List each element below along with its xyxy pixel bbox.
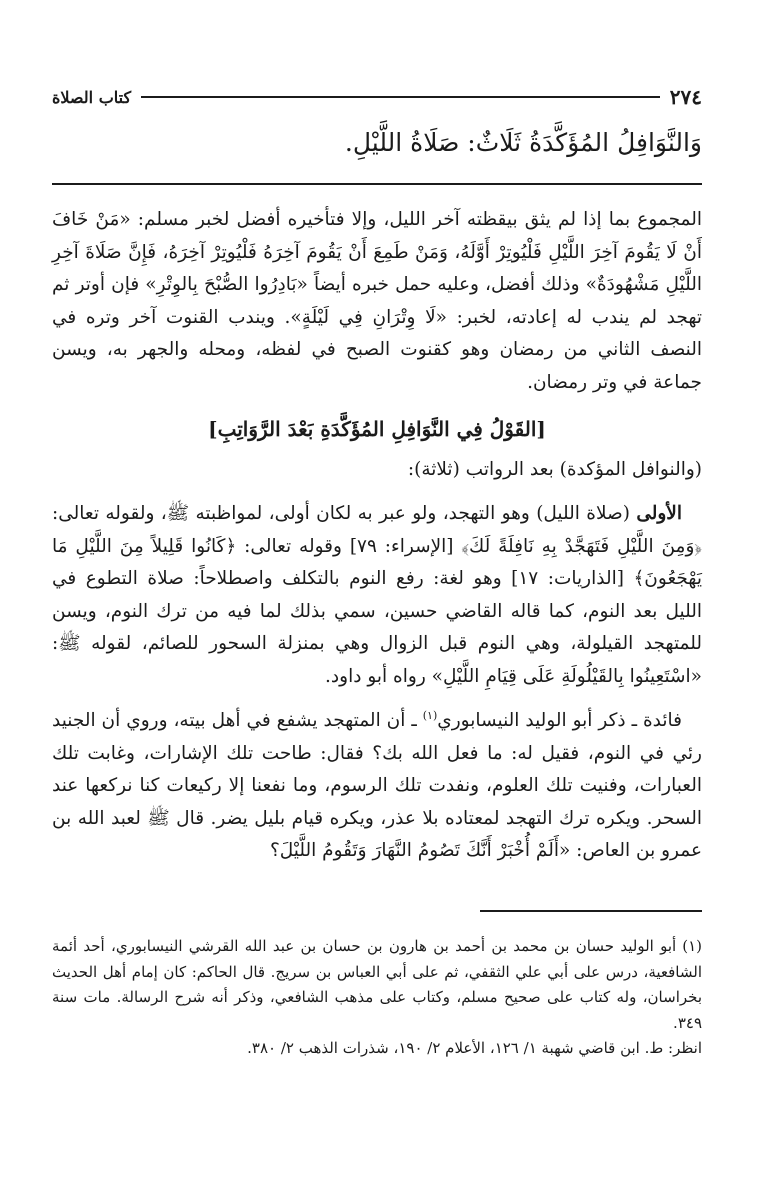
footnote-text: أبو الوليد حسان بن محمد بن أحمد بن هارون بن حسان بن عبد الله القرشي النيسابوري، أحد أئمة الشافعية، درس على أبي علي الثقفي، ثم على أبي العباس بن سريج. قال الحاكم: كان إمام أهل الحديث بخراسان، وله كتاب على صحيح مسلم، وكتاب على مذهب الشافعي، وذكر أنه شرح الرسالة. مات سنة ٣٤٩.	[52, 937, 702, 1032]
matn-text: وَالنَّوَافِلُ المُؤَكَّدَةُ ثَلَاثٌ: صَلَاةُ اللَّيْلِ.	[344, 128, 702, 157]
paragraph-3-text: (صلاة الليل) وهو التهجد، ولو عبر به لكان أولى، لمواظبته ﷺ، ولقوله تعالى: ﴿وَمِنَ اللَّيْلِ فَتَهَجَّدْ بِهِ نَافِلَةً لَكَ﴾ [الإسراء: ٧٩] وقوله تعالى: ﴿كَانُوا قَلِيلاً مِنَ اللَّيْلِ مَا يَهْجَعُونَ﴾ [الذاريات: ١٧] وهو لغة: رفع النوم بالتكلف واصطلاحاً: صلاة التطوع في الليل بعد النوم، كما قاله القاضي حسين، سمي بذلك لما فيه من ترك النوم، ويسن للمتهجد القيلولة، وهي النوم قبل الزوال وهي بمنزلة السحور للصائم، لقوله ﷺ: «اسْتَعِينُوا بِالقَيْلُولَةِ عَلَى قِيَامِ اللَّيْلِ» رواه أبو داود.	[52, 503, 702, 687]
running-header	[52, 82, 702, 112]
paragraph-4	[52, 705, 702, 868]
footnote-1	[52, 934, 702, 1036]
footnotes	[52, 934, 702, 1062]
footnote-sources: انظر: ط. ابن قاضي شهبة ١/ ١٢٦، الأعلام ٢/ ١٩٠، شذرات الذهب ٢/ ٣٨٠.	[247, 1039, 702, 1057]
footnote-reference: (١)	[422, 708, 438, 722]
footnote-divider	[480, 910, 702, 912]
matn-divider	[52, 183, 702, 185]
book-title: كتاب الصلاة	[52, 87, 132, 107]
footnote-marker: (١)	[682, 937, 702, 955]
commentary-body	[52, 204, 702, 868]
paragraph-4-rest: ـ أن المتهجد يشفع في أهل بيته، وروي أن الجنيد رئي في النوم، فقيل له: ما فعل الله بك؟ فقال: طاحت تلك الإشارات، وغابت تلك العبارات، وفنيت تلك العلوم، ونفدت تلك الرسوم، وما نفعنا إلا ركيعات كنا نركعها عند السحر. ويكره ترك التهجد لمعتاده بلا عذر، ويكره قيام بليل يضر. قال ﷺ لعبد الله بن عمرو بن العاص: «أَلَمْ أُخْبَرْ أَنَّكَ تَصُومُ النَّهَارَ وَتَقُومُ اللَّيْلَ؟	[52, 710, 702, 861]
paragraph-3-lead: الأولى	[636, 503, 682, 524]
paragraph-4-start: فائدة ـ ذكر أبو الوليد النيسابوري	[437, 710, 682, 731]
header-rule	[141, 96, 660, 98]
section-heading: [القَوْلُ فِي النَّوَافِلِ المُؤَكَّدَةِ بَعْدَ الرَّوَاتِبِ]	[208, 417, 546, 441]
paragraph-1: المجموع بما إذا لم يثق بيقظته آخر الليل، وإلا فتأخيره أفضل لخبر مسلم: «مَنْ خَافَ أَنْ لَا يَقُومَ آخِرَ اللَّيْلِ فَلْيُوتِرْ أَوَّلَهُ، وَمَنْ طَمِعَ أَنْ يَقُومَ آخِرَهُ فَلْيُوتِرْ آخِرَهُ، فَإِنَّ صَلَاةَ آخِرِ اللَّيْلِ مَشْهُودَةٌ» وذلك أفضل، وعليه حمل خبره أيضاً «بَادِرُوا الصُّبْحَ بِالوِتْرِ» فإن أوتر ثم تهجد لم يندب له إعادته، لخبر: «لَا وِتْرَانِ فِي لَيْلَةٍ». ويندب القنوت آخر وتره في النصف الثاني من رمضان وهو كقنوت الصبح في لفظه، ومحله والجهر به، ويسن جماعة في وتر رمضان.	[52, 209, 702, 393]
paragraph-3	[52, 498, 702, 693]
paragraph-2: (والنوافل المؤكدة) بعد الرواتب (ثلاثة):	[407, 458, 702, 480]
page-number: ٢٧٤	[669, 85, 702, 109]
